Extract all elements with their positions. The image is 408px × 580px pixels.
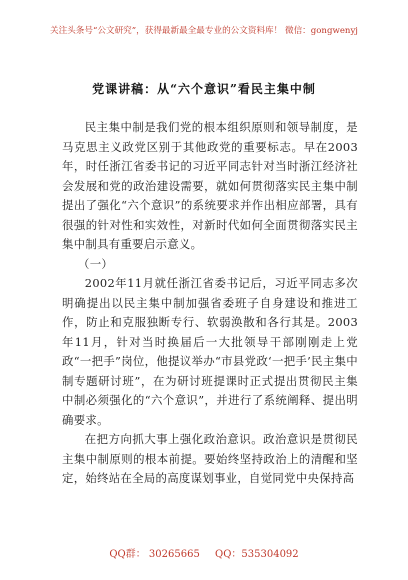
section-marker: （一） — [78, 256, 114, 271]
footer-qq: QQ：535304092 — [215, 549, 299, 560]
paragraph: 在把方向抓大事上强化政治意识。政治意识是贯彻民主集中制原则的根本前提。要始终坚持政治上的清醒和坚定，始终站在全局的高度谋划事业，自觉同党中央保持高 — [62, 432, 358, 485]
header-banner: 关注头条号“公文研究”，获得最新最全最专业的公文资料库！ 微信：gongwenyj — [50, 26, 358, 36]
footer-contact — [0, 545, 408, 560]
footer-qq-group: QQ群： 30265665 — [109, 549, 200, 560]
document-title: 党课讲稿：从“六个意识”看民主集中制 — [92, 82, 316, 96]
paragraph: 2002年11月就任浙江省委书记后，习近平同志多次明确提出以民主集中制加强省委班子自身建设和推进工作，防止和克服独断专行、软弱涣散和各行其是。2003年11月，针对当时换届后一大批领导干部刚刚走上党政“一把手”岗位，他提议举办“市县党政‘一把手’民主集中制专题研讨班”，在为研讨班提课时正式提出贯彻民主集中制必须强化的“六个意识”，并进行了系统阐释、提出明确要求。 — [62, 276, 358, 427]
paragraph: 民主集中制是我们党的根本组织原则和领导制度，是马克思主义政党区别于其他政党的重要标志。早在2003年，时任浙江省委书记的习近平同志针对当时浙江经济社会发展和党的政治建设需要，就如何贯彻落实民主集中制提出了强化“六个意识”的系统要求并作出相应部署，具有很强的针对性和实效性，对新时代如何全面贯彻落实民主集中制具有重要启示意义。 — [62, 120, 358, 251]
document-body — [62, 118, 358, 489]
